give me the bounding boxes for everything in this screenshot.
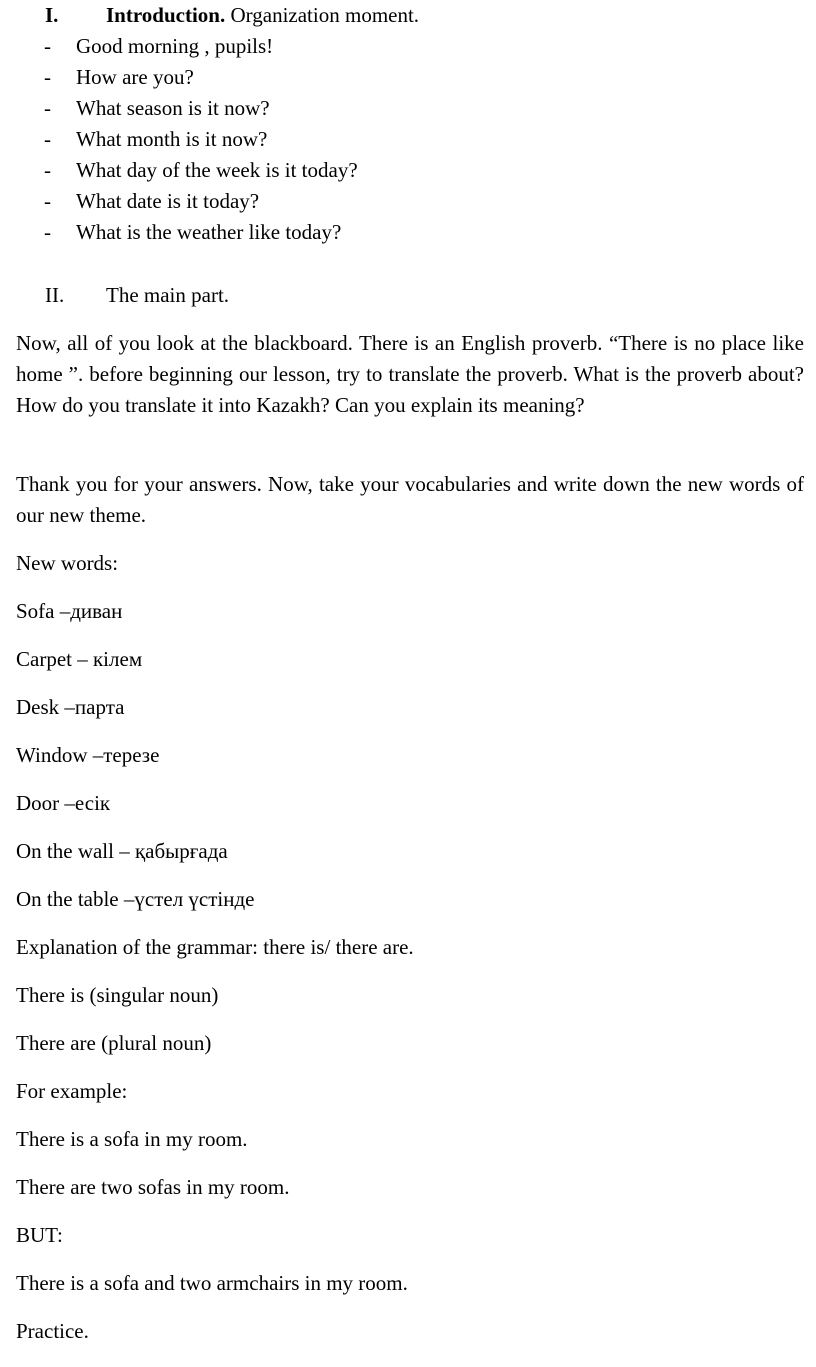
dash-icon: - <box>44 34 51 58</box>
section-number: I. <box>45 3 59 27</box>
list-item: - Good morning , pupils! <box>44 34 274 58</box>
list-item: - What month is it now? <box>44 127 268 151</box>
vocab-item-on-the-table: On the table –үстел үстінде <box>16 887 255 911</box>
example-label: For example: <box>16 1079 128 1103</box>
list-item: - What season is it now? <box>44 96 270 120</box>
list-item: - What date is it today? <box>44 189 260 213</box>
vocab-item-carpet: Carpet – кілем <box>16 647 143 671</box>
dash-icon: - <box>44 96 51 120</box>
new-words-label: New words: <box>16 551 119 575</box>
but-label: BUT: <box>16 1223 63 1247</box>
dash-icon: - <box>44 158 51 182</box>
section-subtitle: Organization moment. <box>230 3 420 27</box>
dash-icon: - <box>44 220 51 244</box>
dash-icon: - <box>44 127 51 151</box>
section-title: Introduction. <box>106 3 226 27</box>
example-sentence: There is a sofa and two armchairs in my room. <box>16 1271 408 1295</box>
proverb-paragraph: Now, all of you look at the blackboard. There is an English proverb. “There is no place like home ”. before beginning our lesson, try to translate the proverb. What is the proverb about? How do you translate it into Kazakh? Can you explain its meaning? <box>16 331 804 418</box>
grammar-rule-plural: There are (plural noun) <box>16 1031 212 1055</box>
grammar-rule-singular: There is (singular noun) <box>16 983 219 1007</box>
vocab-item-desk: Desk –парта <box>16 695 125 719</box>
practice-label: Practice. <box>16 1319 89 1343</box>
example-sentence: There are two sofas in my room. <box>16 1175 290 1199</box>
example-sentence: There is a sofa in my room. <box>16 1127 248 1151</box>
section-number: II. <box>45 283 65 307</box>
vocab-item-door: Door –есік <box>16 791 111 815</box>
grammar-explanation: Explanation of the grammar: there is/ there are. <box>16 935 414 959</box>
section-title: The main part. <box>106 283 230 307</box>
vocab-item-sofa: Sofa –диван <box>16 599 123 623</box>
dash-icon: - <box>44 65 51 89</box>
vocab-item-on-the-wall: On the wall – қабырғада <box>16 839 228 863</box>
list-item: - What day of the week is it today? <box>44 158 358 182</box>
list-item: - How are you? <box>44 65 194 89</box>
vocab-item-window: Window –терезе <box>16 743 160 767</box>
dash-icon: - <box>44 189 51 213</box>
section-heading-introduction <box>45 2 419 28</box>
section-heading-main-part <box>45 282 229 308</box>
thanks-paragraph: Thank you for your answers. Now, take your vocabularies and write down the new words of our new theme. <box>16 472 804 528</box>
list-item: - What is the weather like today? <box>44 220 342 244</box>
